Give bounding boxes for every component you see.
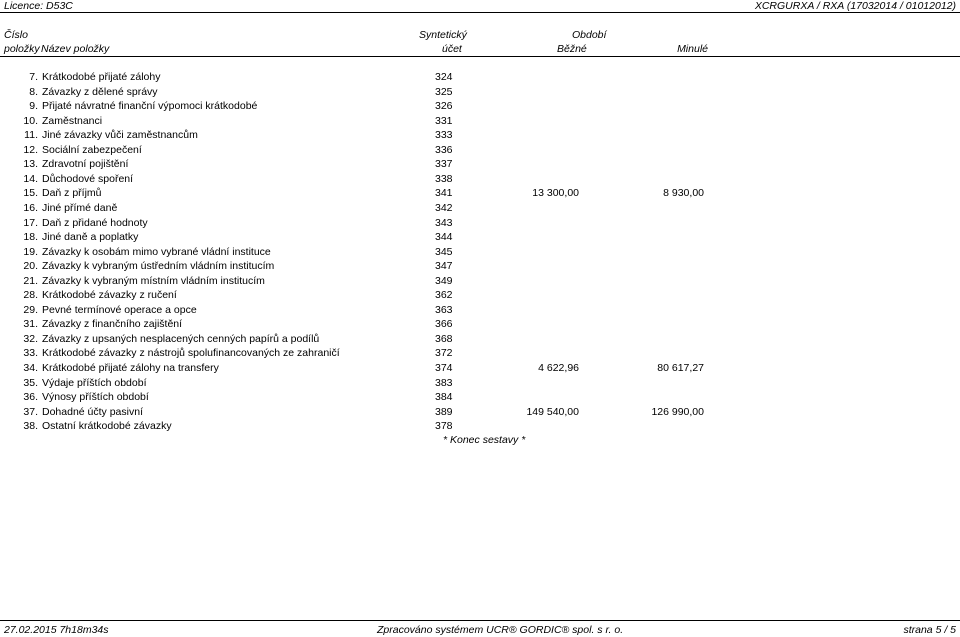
table-row — [0, 260, 960, 274]
table-row — [0, 420, 960, 434]
row-number: 28. — [23, 289, 38, 302]
table-row — [0, 217, 960, 231]
row-account: 342 — [435, 201, 453, 214]
row-item-name: Jiné daně a poplatky — [42, 231, 139, 244]
table-row — [0, 173, 960, 187]
row-current-value: 4 622,96 — [538, 362, 579, 374]
row-number: 17. — [23, 216, 38, 229]
row-number: 7. — [29, 71, 38, 83]
footer-page: strana 5 / 5 — [903, 624, 956, 636]
row-item-name: Závazky z dělené správy — [42, 85, 158, 98]
row-account: 347 — [435, 260, 453, 273]
table-row — [0, 347, 960, 361]
footer-system: Zpracováno systémem UCR® GORDIC® spol. s r. o. — [377, 624, 624, 636]
row-account: 378 — [435, 420, 453, 433]
row-item-name: Závazky k osobám mimo vybrané vládní instituce — [42, 245, 271, 258]
row-number: 20. — [23, 260, 38, 273]
row-number: 36. — [23, 391, 38, 404]
row-item-name: Zdravotní pojištění — [42, 158, 129, 171]
row-item-name: Důchodové spoření — [42, 172, 134, 185]
row-number: 10. — [23, 114, 38, 127]
row-account: 366 — [435, 318, 453, 331]
table-row — [0, 202, 960, 216]
table-row — [0, 158, 960, 172]
header-previous: Minulé — [677, 43, 708, 55]
row-account: 326 — [435, 100, 453, 113]
row-account: 384 — [435, 391, 453, 404]
table-row — [0, 246, 960, 260]
end-of-report-note: * Konec sestavy * — [443, 433, 526, 446]
row-item-name: Zaměstnanci — [42, 114, 103, 127]
row-account: 344 — [435, 231, 453, 244]
row-account: 345 — [435, 245, 453, 258]
table-row — [0, 144, 960, 158]
row-item-name: Daň z příjmů — [42, 187, 102, 200]
row-number: 21. — [23, 274, 38, 287]
row-number: 38. — [23, 420, 38, 433]
header-account-line1: Syntetický — [419, 29, 467, 41]
table-row — [0, 304, 960, 318]
row-account: 362 — [435, 289, 453, 302]
row-number: 33. — [23, 347, 38, 360]
top-rule — [0, 12, 960, 13]
row-account: 374 — [435, 362, 453, 374]
table-row — [0, 231, 960, 245]
row-number: 35. — [23, 376, 38, 389]
row-account: 336 — [435, 143, 453, 156]
row-item-name: Ostatní krátkodobé závazky — [42, 420, 172, 433]
header-item-name: Název položky — [41, 43, 110, 55]
row-account: 389 — [435, 405, 453, 418]
row-item-name: Krátkodobé závazky z nástrojů spolufinancovaných ze zahraničí — [42, 347, 340, 360]
row-account: 341 — [435, 187, 453, 200]
row-item-name: Krátkodobé přijaté zálohy — [42, 71, 161, 83]
row-account: 368 — [435, 332, 453, 345]
row-item-name: Závazky k vybraným místním vládním institucím — [42, 274, 265, 287]
table-row — [0, 362, 960, 376]
table-row — [0, 71, 960, 85]
table-row — [0, 86, 960, 100]
row-number: 32. — [23, 332, 38, 345]
header-account-line2: účet — [442, 43, 462, 55]
row-account: 349 — [435, 274, 453, 287]
row-number: 29. — [23, 303, 38, 316]
header-rule — [0, 56, 960, 57]
row-current-value: 13 300,00 — [532, 187, 579, 200]
row-account: 363 — [435, 303, 453, 316]
row-number: 19. — [23, 245, 38, 258]
row-item-name: Jiné přímé daně — [42, 201, 118, 214]
row-account: 333 — [435, 129, 453, 142]
header-period: Období — [572, 29, 607, 41]
row-account: 383 — [435, 376, 453, 389]
row-number: 14. — [23, 172, 38, 185]
row-number: 18. — [23, 231, 38, 244]
row-number: 11. — [24, 129, 38, 142]
table-row — [0, 187, 960, 201]
row-account: 324 — [435, 71, 453, 83]
row-account: 343 — [435, 216, 453, 229]
row-account: 372 — [435, 347, 453, 360]
row-item-name: Pevné termínové operace a opce — [42, 303, 197, 316]
table-row — [0, 377, 960, 391]
table-row — [0, 100, 960, 114]
header-current: Běžné — [557, 43, 587, 55]
row-item-name: Výnosy příštích období — [42, 391, 149, 404]
row-account: 331 — [435, 114, 453, 127]
row-item-name: Přijaté návratné finanční výpomoci krátkodobé — [42, 100, 258, 113]
row-account: 325 — [435, 85, 453, 98]
header-number-line1: Číslo — [4, 29, 28, 41]
row-item-name: Jiné závazky vůči zaměstnancům — [42, 129, 198, 142]
row-number: 34. — [23, 362, 38, 374]
row-number: 8. — [29, 85, 38, 98]
row-previous-value: 8 930,00 — [663, 187, 704, 200]
row-account: 337 — [435, 158, 453, 171]
table-row — [0, 406, 960, 420]
table-row — [0, 115, 960, 129]
row-number: 16. — [23, 201, 38, 214]
licence-label: Licence: D53C — [4, 0, 73, 12]
row-item-name: Krátkodobé závazky z ručení — [42, 289, 177, 302]
table-row — [0, 129, 960, 143]
row-number: 31. — [23, 318, 38, 331]
row-account: 338 — [435, 172, 453, 185]
row-previous-value: 126 990,00 — [651, 405, 704, 418]
row-number: 15. — [23, 187, 38, 200]
table-row — [0, 333, 960, 347]
table-row — [0, 289, 960, 303]
header-number-line2: položky — [4, 43, 40, 55]
row-number: 37. — [23, 405, 38, 418]
row-item-name: Závazky z upsaných nesplacených cenných papírů a podílů — [42, 332, 320, 345]
row-item-name: Sociální zabezpečení — [42, 143, 142, 156]
row-item-name: Závazky k vybraným ústředním vládním institucím — [42, 260, 275, 273]
row-previous-value: 80 617,27 — [657, 362, 704, 374]
footer-rule — [0, 620, 960, 621]
table-row — [0, 318, 960, 332]
row-number: 9. — [29, 100, 38, 113]
row-item-name: Daň z přidané hodnoty — [42, 216, 148, 229]
row-item-name: Výdaje příštích období — [42, 376, 147, 389]
footer-date: 27.02.2015 7h18m34s — [4, 624, 109, 636]
row-item-name: Krátkodobé přijaté zálohy na transfery — [42, 362, 219, 374]
row-number: 13. — [23, 158, 38, 171]
row-item-name: Dohadné účty pasivní — [42, 405, 143, 418]
table-row — [0, 391, 960, 405]
row-current-value: 149 540,00 — [526, 405, 579, 418]
row-number: 12. — [23, 143, 38, 156]
report-code-label: XCRGURXA / RXA (17032014 / 01012012) — [754, 0, 956, 12]
row-item-name: Závazky z finančního zajištění — [42, 318, 183, 331]
table-row — [0, 275, 960, 289]
